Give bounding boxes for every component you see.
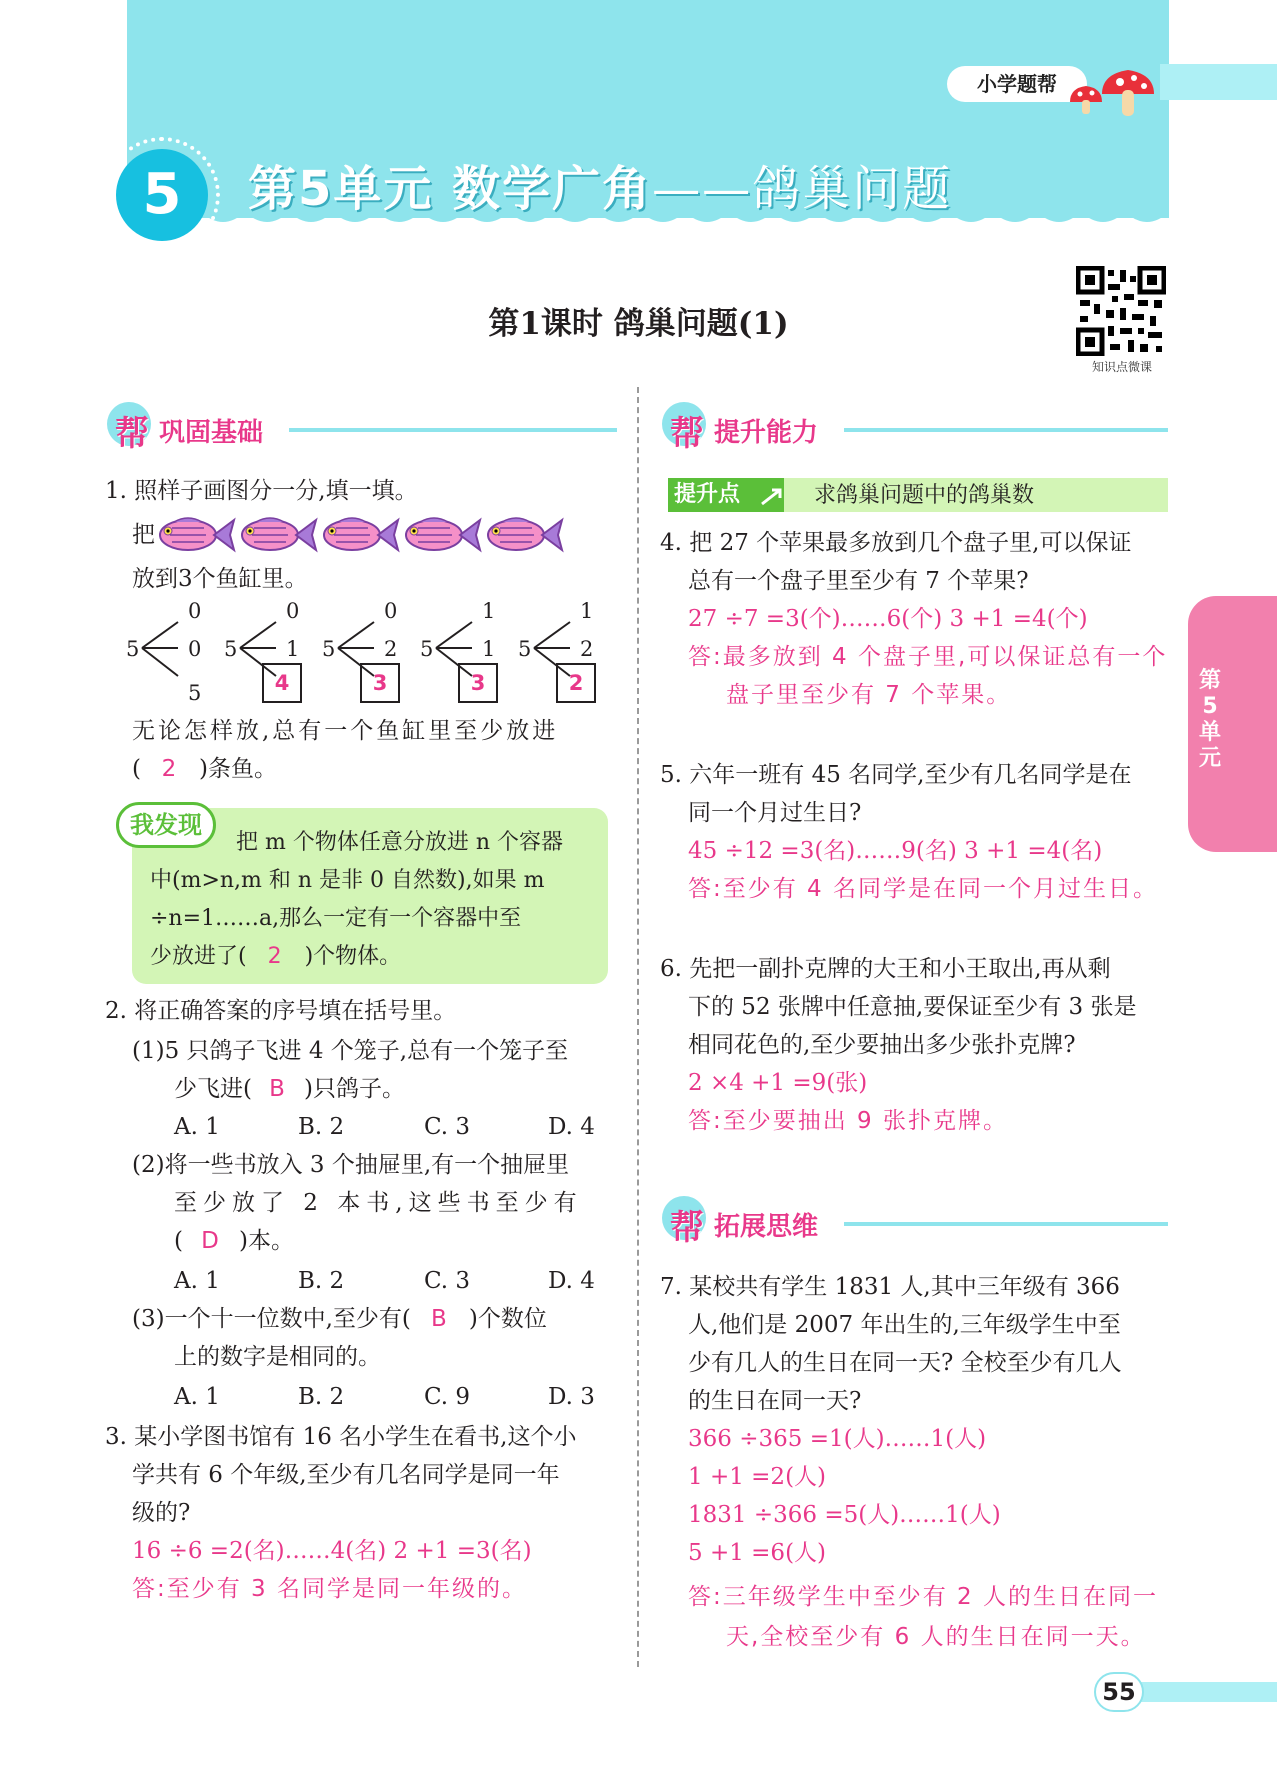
- q7-answer: 答:三年级学生中至少有 2 人的生日在同一: [688, 1584, 1159, 1610]
- fish-row: [156, 510, 616, 560]
- section-ability-header: [662, 402, 1168, 452]
- fish-icon: [242, 518, 316, 550]
- q2-2-line: 至少放了 2 本书,这些书至少有: [174, 1190, 583, 1216]
- q7-line: 7. 某校共有学生 1831 人,其中三年级有 366: [660, 1274, 1120, 1300]
- q1-line1: 无论怎样放,总有一个鱼缸里至少放进: [132, 718, 559, 744]
- q1-stem: 1. 照样子画图分一分,填一填。: [105, 478, 418, 504]
- tree-branch-line: [142, 622, 178, 648]
- page-strip: [1128, 1682, 1277, 1702]
- tree-branch-value: 1: [286, 637, 300, 661]
- paren-close-text: )条鱼。: [198, 756, 277, 782]
- section-rule: [844, 1222, 1168, 1226]
- option: C. 9: [424, 1384, 471, 1410]
- q6-line: 6. 先把一副扑克牌的大王和小王取出,再从剩: [660, 956, 1111, 982]
- q5-line: 同一个月过生日?: [688, 800, 862, 826]
- tree-branch-line: [436, 622, 472, 648]
- q6-answer: 答:至少要抽出 9 张扑克牌。: [688, 1108, 1009, 1134]
- section-extend-header: [662, 1196, 1168, 1246]
- tree-root: 5: [518, 637, 532, 661]
- q2-3-answer: B: [430, 1306, 449, 1332]
- q2-text: )只鸽子。: [303, 1076, 405, 1102]
- section-rule: [844, 428, 1168, 432]
- tree-branch-line: [142, 648, 178, 676]
- section-title: 巩固基础: [159, 418, 264, 448]
- unit-badge: 5: [116, 149, 208, 241]
- q2-3-line: [132, 1300, 547, 1338]
- q5-line: 5. 六年一班有 45 名同学,至少有几名同学是在: [660, 762, 1132, 788]
- tree-branch-value: 5: [188, 681, 202, 705]
- q3-answer: 16 ÷6 =2(名)……4(名) 2 +1 =3(名): [132, 1538, 532, 1564]
- tree-root: 5: [322, 637, 336, 661]
- brand-strip: [1160, 64, 1277, 100]
- tree-branch-value: 0: [384, 599, 398, 623]
- tree-answer-box: 2: [556, 663, 596, 703]
- q1-prefix: 把: [132, 522, 155, 548]
- q4-answer: 盘子里至少有 7 个苹果。: [726, 682, 1012, 708]
- option: A. 1: [174, 1384, 220, 1410]
- discover-text: 少放进了(: [150, 944, 247, 969]
- tree-branch-line: [534, 622, 570, 648]
- page-number: 55: [1094, 1672, 1144, 1712]
- q7-answer: 5 +1 =6(人): [688, 1540, 827, 1566]
- tree-root: 5: [224, 637, 238, 661]
- q2-2-line: [174, 1222, 294, 1260]
- q1-answer: 2: [161, 756, 179, 782]
- q7-line: 人,他们是 2007 年出生的,三年级学生中至: [688, 1312, 1121, 1338]
- q5-answer: 45 ÷12 =3(名)……9(名) 3 +1 =4(名): [688, 838, 1103, 864]
- paren-open: (: [132, 756, 141, 782]
- q4-line: 总有一个盘子里至少有 7 个苹果?: [688, 568, 1029, 594]
- q3-line: 3. 某小学图书馆有 16 名小学生在看书,这个小: [105, 1424, 577, 1450]
- lesson-title: 第1课时 鸽巢问题(1): [488, 306, 789, 342]
- unit-title: [248, 150, 952, 219]
- section-icon: 帮: [115, 414, 149, 454]
- option: B. 2: [298, 1114, 345, 1140]
- q2-1-line: [174, 1070, 405, 1108]
- q7-answer: 366 ÷365 =1(人)……1(人): [688, 1426, 987, 1452]
- option: B. 2: [298, 1268, 345, 1294]
- q7-answer: 1 +1 =2(人): [688, 1464, 827, 1490]
- q7-line: 的生日在同一天?: [688, 1388, 862, 1414]
- discover-answer: 2: [267, 944, 284, 969]
- tree-branch-line: [338, 622, 374, 648]
- q2-stem: 2. 将正确答案的序号填在括号里。: [105, 998, 457, 1024]
- discover-line: ÷n=1……a,那么一定有一个容器中至: [150, 906, 522, 931]
- arrow-icon: [760, 484, 786, 508]
- tree-branch-value: 0: [188, 599, 202, 623]
- option: C. 3: [424, 1268, 471, 1294]
- tree-branch-value: 2: [580, 637, 594, 661]
- option: D. 3: [548, 1384, 595, 1410]
- q4-answer: 答:最多放到 4 个盘子里,可以保证总有一个: [688, 644, 1168, 670]
- q2-1-answer: B: [269, 1076, 287, 1102]
- qr-code-icon[interactable]: [1076, 266, 1166, 356]
- section-basic-header: [107, 402, 617, 452]
- q6-line: 相同花色的,至少要抽出多少张扑克牌?: [688, 1032, 1076, 1058]
- q7-line: 少有几人的生日在同一天? 全校至少有几人: [688, 1350, 1122, 1376]
- option: A. 1: [174, 1268, 220, 1294]
- tree-root: 5: [126, 637, 140, 661]
- discover-text: )个物体。: [304, 944, 402, 969]
- ability-point-text: 求鸽巢问题中的鸽巢数: [814, 483, 1035, 508]
- mushroom-icon: [1062, 44, 1158, 116]
- q6-answer: 2 ×4 +1 =9(张): [688, 1070, 868, 1096]
- discover-line: 把 m 个物体任意分放进 n 个容器: [236, 830, 564, 855]
- tree-answer-box: 3: [458, 663, 498, 703]
- fish-icon: [160, 518, 234, 550]
- q2-text: 少飞进(: [174, 1076, 252, 1102]
- fish-icon: [406, 518, 480, 550]
- discover-line: 中(m>n,m 和 n 是非 0 自然数),如果 m: [150, 868, 545, 893]
- q2-2-answer: D: [201, 1228, 221, 1254]
- q5-answer: 答:至少有 4 名同学是在同一个月过生日。: [688, 876, 1159, 902]
- tree-branch-value: 2: [384, 637, 398, 661]
- tree-branch-line: [240, 622, 276, 648]
- unit-title-sub: ——鸽巢问题: [652, 161, 953, 217]
- q7-answer: 天,全校至少有 6 人的生日在同一天。: [726, 1624, 1146, 1650]
- discover-tag: 我发现: [116, 802, 216, 848]
- section-title: 提升能力: [714, 418, 819, 448]
- column-divider: [637, 387, 639, 1667]
- q3-answer: 答:至少有 3 名同学是同一年级的。: [132, 1576, 528, 1602]
- q2-text: (3)一个十一位数中,至少有(: [132, 1306, 411, 1332]
- section-title: 拓展思维: [714, 1212, 819, 1242]
- tree-branch-value: 0: [188, 637, 202, 661]
- qr-caption: 知识点微课: [1091, 360, 1152, 374]
- q7-answer: 1831 ÷366 =5(人)……1(人): [688, 1502, 1001, 1528]
- option: D. 4: [548, 1114, 595, 1140]
- q6-line: 下的 52 张牌中任意抽,要保证至少有 3 张是: [688, 994, 1137, 1020]
- tree-branch-value: 1: [580, 599, 594, 623]
- q2-text: )本。: [238, 1228, 294, 1254]
- q4-line: 4. 把 27 个苹果最多放到几个盘子里,可以保证: [660, 530, 1132, 556]
- fish-icon: [488, 518, 562, 550]
- option: B. 2: [298, 1384, 345, 1410]
- option: A. 1: [174, 1114, 220, 1140]
- tree-branch-value: 1: [482, 637, 496, 661]
- ability-point-tag: 提升点: [668, 478, 784, 512]
- tree-answer-box: 4: [262, 663, 302, 703]
- q2-2-line: (2)将一些书放入 3 个抽屉里,有一个抽屉里: [132, 1152, 570, 1178]
- unit-title-main: 第5单元 数学广角: [248, 161, 653, 217]
- option: C. 3: [424, 1114, 471, 1140]
- q3-line: 学共有 6 个年级,至少有几名同学是同一年: [132, 1462, 560, 1488]
- brand-label: 小学题帮: [947, 66, 1087, 102]
- section-rule: [289, 428, 617, 432]
- unit-side-tab-label: 第5单元: [1198, 668, 1221, 771]
- q4-answer: 27 ÷7 =3(个)……6(个) 3 +1 =4(个): [688, 606, 1088, 632]
- section-icon: 帮: [670, 1208, 704, 1248]
- tree-root: 5: [420, 637, 434, 661]
- q2-text: (: [174, 1228, 183, 1254]
- q1-suffix: 放到3个鱼缸里。: [132, 566, 308, 592]
- tree-branch-value: 1: [482, 599, 496, 623]
- discover-line: [150, 938, 401, 976]
- option: D. 4: [548, 1268, 595, 1294]
- tree-answer-box: 3: [360, 663, 400, 703]
- tree-branch-value: 0: [286, 599, 300, 623]
- q3-line: 级的?: [132, 1500, 191, 1526]
- section-icon: 帮: [670, 414, 704, 454]
- q2-text: )个数位: [468, 1306, 547, 1332]
- q1-line2: [132, 750, 277, 788]
- q2-1-line: (1)5 只鸽子飞进 4 个笼子,总有一个笼子至: [132, 1038, 569, 1064]
- fish-icon: [324, 518, 398, 550]
- q2-3-line: 上的数字是相同的。: [174, 1344, 381, 1370]
